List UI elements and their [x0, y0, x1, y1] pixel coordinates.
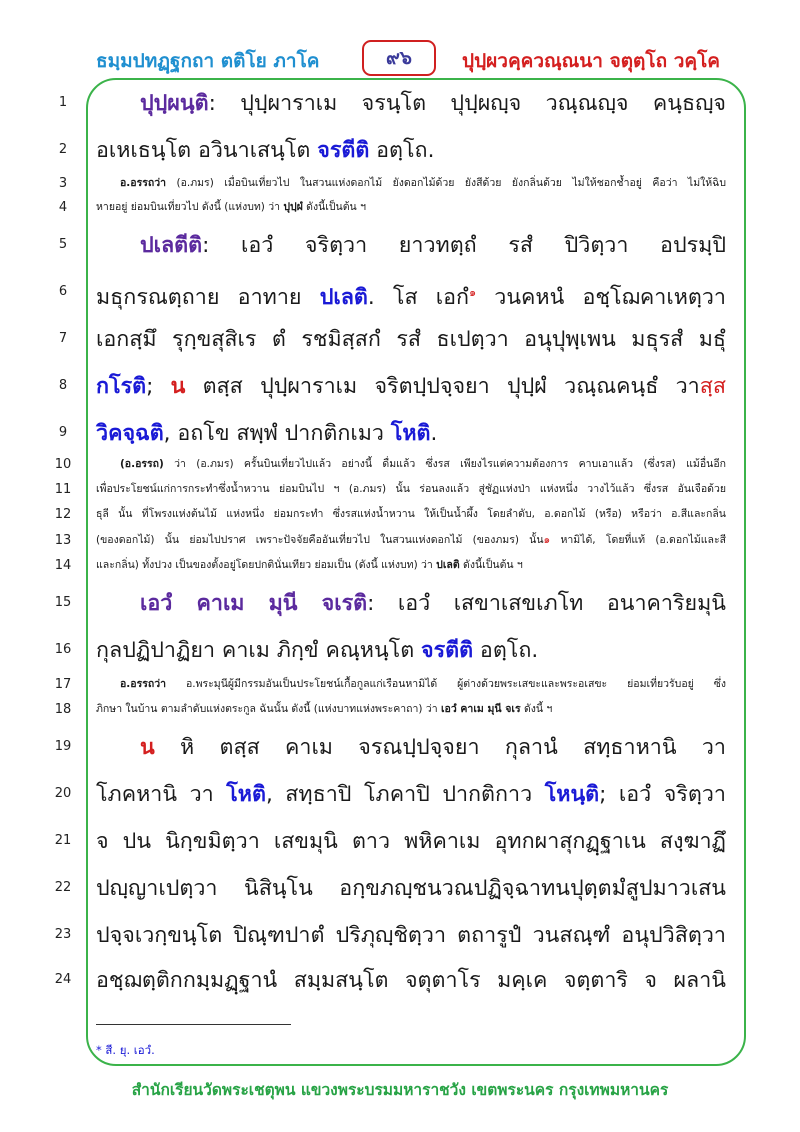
- text-run: อตฺโถ.: [473, 638, 539, 663]
- text-run: มธุกรณตฺถาย อาทาย: [96, 285, 320, 311]
- page-number: ๙๖: [362, 40, 436, 76]
- text-run: ปจฺจเวกฺขนฺโต ปิณฺฑปาตํ ปริภุญฺชิตฺวา ตถารูปํ วนสณฺฑํ อนุปวิสิตฺวา: [96, 923, 726, 948]
- text-run: เพื่อประโยชน์แก่การกระทำซึ่งน้ำหวาน ย่อมบินไป ฯ (อ.ภมร) นั้น ร่อนลงแล้ว สู่ชัฏแห่งป่า แห่งหนึ่ง วางไว้แล้ว ซึ่งรส อันเจือด้วย: [96, 483, 726, 495]
- translation-line-17: [96, 674, 726, 694]
- line-number: 19: [54, 739, 72, 754]
- line-number: 20: [54, 786, 72, 801]
- lemma: เอวํ คาเม มุนี จเรติ: [140, 591, 368, 616]
- line-number: 18: [54, 702, 72, 717]
- text-line-23: [96, 921, 726, 951]
- text-run: ดังนี้เป็นต้น ฯ: [302, 201, 366, 213]
- text-run: หายอยู่ ย่อมบินเที่ยวไป ดังนี้ (แห่งบท) ว่า: [96, 201, 284, 213]
- text-run: อ.พระมุนีผู้มีกรรมอันเป็นประโยชน์เกื้อกูลแก่เรือนหามิได้ ผู้ต่างด้วยพระเสขะและพระอเสขะ ย่อมเที่ยวรับอยู่ ซึ่ง: [166, 678, 726, 690]
- text-run: ว่า (อ.ภมร) ครั้นบินเที่ยวไปแล้ว อย่างนี้ ดื่มแล้ว ซึ่งรส เพียงไรแต่ความต้องการ คาบเอาแล้ว (ซึ่งรส) แม้อื่นอีก: [163, 458, 726, 470]
- term-bold: ปเลติ: [436, 559, 460, 571]
- text-run: , อถโข สพฺพํ ปากติกเมว: [163, 421, 391, 446]
- text-run: หามิได้, โดยที่แท้ (อ.ดอกไม้และสี: [550, 534, 726, 546]
- text-run: อตฺโถ.: [369, 138, 435, 163]
- text-run: ภิกษา ในบ้าน ตามลำดับแห่งตระกูล ฉันนั้น ดังนี้ (แห่งบาทแห่งพระคาถา) ว่า: [96, 703, 441, 715]
- term-bold: เอวํ คาเม มุนี จเร: [440, 703, 521, 715]
- text-run: จ ปน นิกฺขมิตฺวา เสขมุนิ ตาว พหิคาเม อุทกผาสุกฏฺฐาเน สงฺฆาฏึ: [96, 829, 726, 854]
- page-header: [0, 38, 800, 82]
- translation-label: อ.อรรถว่า: [120, 177, 167, 189]
- negation-emphasis: น: [170, 374, 186, 399]
- text-line-24: [96, 966, 726, 996]
- translation-line-10: [96, 454, 726, 474]
- line-number: 2: [58, 142, 68, 157]
- line-number: 10: [54, 457, 72, 472]
- line-number: 21: [54, 833, 72, 848]
- text-run: หิ ตสฺส คาเม จรณปฺปจฺจยา กุลานํ สทฺธาหานิ วา: [154, 735, 726, 760]
- line-number: 6: [58, 284, 68, 299]
- translation-line-11: [96, 479, 726, 499]
- text-run: ธุลี นั้น ที่โพรงแห่งต้นไม้ แห่งหนึ่ง ย่อมกระทำ ซึ่งรสแห่งน้ำหวาน ให้เป็นน้ำผึ้ง โดยลำดับ, อ.ดอกไม้ (หรือ) หรือว่า อ.สีและกลิ่น: [96, 508, 726, 520]
- header-chapter-title: ปุปฺผวคฺควณฺณนา จตุตฺโถ วคฺโค: [462, 50, 720, 72]
- verb-emphasis: วิคจฺฉติ: [96, 421, 164, 446]
- translation-label: อ.อรรถว่า: [120, 678, 167, 690]
- text-line-22: [96, 874, 726, 904]
- line-number: 4: [58, 200, 68, 215]
- text-line-2: [96, 136, 726, 166]
- verb-emphasis: โหติ: [390, 421, 431, 446]
- line-number: 1: [58, 95, 68, 110]
- text-run: ;: [146, 374, 171, 399]
- text-run: (อ.ภมร) เมื่อบินเที่ยวไป ในสวนแห่งดอกไม้ ยังดอกไม้ด้วย ยังสีด้วย ยังกลิ่นด้วย ไม่ให้ชอกช้ำอยู่ คือว่า ไม่ให้ฉิบ: [166, 177, 726, 189]
- line-number: 12: [54, 507, 72, 522]
- footnote: * สี. ยุ. เอวํ.: [96, 1043, 155, 1057]
- line-number: 14: [54, 558, 72, 573]
- line-number: 11: [54, 482, 72, 497]
- footnote-marker: ๑: [543, 534, 551, 546]
- text-run: : เอวํ จริตฺวา ยาวทตฺถํ รสํ ปิวิตฺวา อปรมฺปิ: [202, 233, 726, 258]
- text-run: (ของดอกไม้) นั้น ย่อมไปปราศ เพราะปัจจัยคืออันเที่ยวไป ในสวนแห่งดอกไม้ (ของภมร) นั้น: [96, 534, 544, 546]
- text-line-16: [96, 636, 726, 666]
- text-run: ดังนี้เป็นต้น ฯ: [459, 559, 523, 571]
- line-number: 7: [58, 331, 68, 346]
- footnote-divider: [96, 1024, 291, 1025]
- text-run: : ปุปฺผาราเม จรนฺโต ปุปฺผญฺจ วณฺณญฺจ คนฺธญฺจ: [208, 91, 726, 116]
- line-number: 3: [58, 176, 68, 191]
- line-number: 23: [54, 927, 72, 942]
- text-run: อเหเธนฺโต อวินาเสนฺโต: [96, 138, 318, 163]
- text-line-19: [96, 733, 726, 763]
- text-run: และกลิ่น) ทั้งปวง เป็นของตั้งอยู่โดยปกตินั่นเทียว ย่อมเป็น (ดังนี้ แห่งบท) ว่า: [96, 559, 437, 571]
- text-line-1: [96, 89, 726, 119]
- text-run: .: [430, 421, 438, 446]
- line-number: 24: [54, 972, 72, 987]
- negation-emphasis: น: [140, 735, 155, 760]
- line-number: 15: [54, 595, 72, 610]
- translation-line-14: [96, 555, 726, 575]
- verb-emphasis: โหติ: [226, 782, 266, 807]
- lemma: ปุปฺผนฺติ: [140, 91, 209, 116]
- text-run: . โส เอกํ: [367, 285, 470, 311]
- translation-line-12: [96, 504, 726, 524]
- text-run: กุลปฏิปาฏิยา คาเม ภิกฺขํ คณฺหนฺโต: [96, 638, 422, 663]
- text-run: : เอวํ เสขาเสขเภโท อนาคาริยมุนิ: [367, 591, 727, 616]
- text-run: ; เอวํ จริตฺวา: [599, 782, 726, 807]
- suffix-emphasis: สฺส: [699, 374, 727, 399]
- header-book-title: ธมฺมปทฏฺฐกถา ตติโย ภาโค: [96, 50, 320, 72]
- text-line-8: [96, 372, 726, 402]
- verb-emphasis: ปเลติ: [319, 285, 368, 311]
- page-footer: สำนักเรียนวัดพระเชตุพน แขวงพระบรมมหาราชวัง เขตพระนคร กรุงเทพมหานคร: [131, 1081, 669, 1099]
- text-line-20: [96, 780, 726, 810]
- text-run: เอกสฺมึ รุกฺขสุสิเร ตํ รชมิสฺสกํ รสํ ธเปตฺวา อนุปุพฺเพน มธุรสํ มธุํ: [96, 327, 726, 352]
- text-run: โภคหานิ วา: [96, 782, 227, 807]
- footnote-marker: ๑: [469, 286, 477, 299]
- text-run: ตสฺส ปุปฺผาราเม จริตปฺปจฺจยา ปุปฺผํ วณฺณคนฺธํ วา: [185, 374, 700, 399]
- line-number: 9: [58, 425, 68, 440]
- verb-emphasis: โหนฺติ: [544, 782, 600, 807]
- line-number: 16: [54, 642, 72, 657]
- translation-line-4: [96, 197, 726, 217]
- translation-line-3: [96, 173, 726, 193]
- text-line-21: [96, 827, 726, 857]
- translation-line-13: [96, 530, 726, 550]
- lemma: ปเลตีติ: [140, 233, 203, 258]
- text-run: ปญฺญาเปตฺวา นิสินฺโน อกฺขภญฺชนวณปฏิจฺฉาทนปุตฺตมํสูปมาวเสน: [96, 876, 726, 901]
- line-number: 8: [58, 378, 68, 393]
- verb-emphasis: จรตีติ: [421, 638, 474, 663]
- text-line-5: [96, 231, 726, 261]
- text-line-15: [96, 589, 726, 619]
- term-bold: ปุปฺผํ: [283, 201, 303, 213]
- line-number: 17: [54, 677, 72, 692]
- line-number: 5: [58, 237, 68, 252]
- text-line-6: [96, 278, 726, 313]
- translation-line-18: [96, 699, 726, 719]
- text-line-7: [96, 325, 726, 355]
- text-run: อชฺฌตฺติกกมฺมฏฺฐานํ สมฺมสนฺโต จตุตาโร มคฺเค จตฺตาริ จ ผลานิ: [96, 968, 726, 993]
- translation-label: (อ.อรรถ): [120, 458, 164, 470]
- line-number: 13: [54, 533, 72, 548]
- text-run: ดังนี้ ฯ: [520, 703, 553, 715]
- text-run: , สทฺธาปิ โภคาปิ ปากติกาว: [265, 782, 545, 807]
- text-line-9: [96, 419, 726, 449]
- text-run: วนคหนํ อชฺโฌคาเหตฺวา: [476, 285, 726, 311]
- verb-emphasis: กโรติ: [96, 374, 147, 399]
- line-number: 22: [54, 880, 72, 895]
- verb-emphasis: จรตีติ: [317, 138, 370, 163]
